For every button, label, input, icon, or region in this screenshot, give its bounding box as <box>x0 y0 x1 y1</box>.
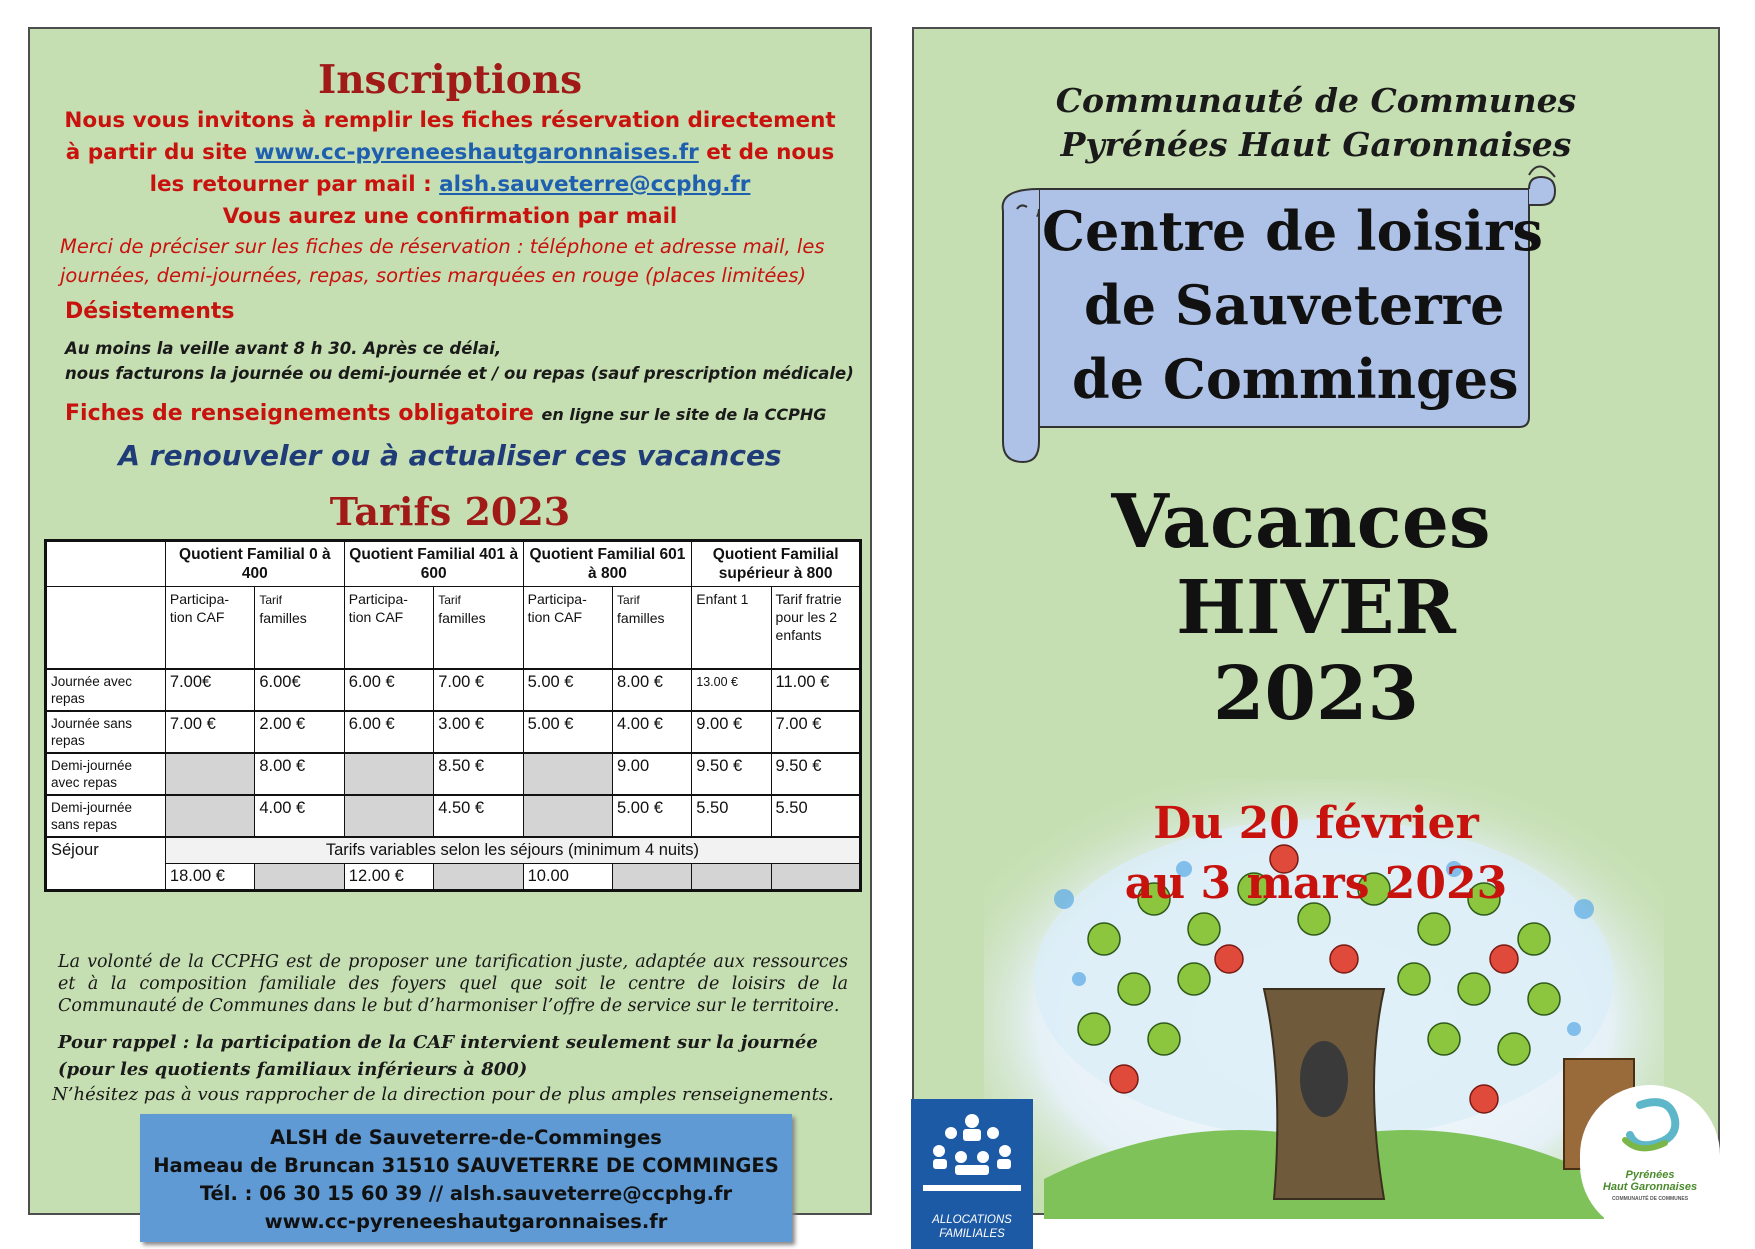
centre-line3: de Comminges <box>1072 347 1519 411</box>
sub-caf: Participa-tion CAF <box>165 587 254 669</box>
table-cell <box>523 753 612 795</box>
table-cell <box>344 753 433 795</box>
address-line2: Hameau de Bruncan 31510 SAUVETERRE DE COMMINGES <box>153 1154 779 1177</box>
sub-tarif-familles: Tarif familles <box>255 587 344 669</box>
table-cell: 9.00 € <box>692 711 771 753</box>
table-cell: 18.00 € <box>165 863 254 890</box>
table-subheader-row <box>46 587 861 669</box>
tarifs-table <box>44 539 862 892</box>
table-cell: 7.00 € <box>771 711 860 753</box>
sub-caf: Participa-tion CAF <box>344 587 433 669</box>
table-subheader-empty <box>46 587 166 669</box>
invite-text-after: et de nous les retourner par mail : <box>149 140 835 197</box>
table-cell: 6.00€ <box>255 669 344 711</box>
sejour-text: Tarifs variables selon les séjours (minimum 4 nuits) <box>165 837 860 864</box>
table-header-row <box>46 541 861 587</box>
row-label: Demi-journée sans repas <box>46 795 166 837</box>
table-cell: 2.00 € <box>255 711 344 753</box>
desistements-text <box>65 336 854 386</box>
table-cell: 4.50 € <box>434 795 523 837</box>
address-line4: www.cc-pyreneeshautgaronnaises.fr <box>264 1210 668 1233</box>
fiches-line <box>65 401 826 426</box>
qf-header-0: Quotient Familial 0 à 400 <box>165 541 344 587</box>
table-cell: 7.00 € <box>434 669 523 711</box>
table-cell: 5.00 € <box>523 711 612 753</box>
caf-label: ALLOCATIONS FAMILIALES <box>932 1214 1012 1240</box>
fiches-note: en ligne sur le site de la CCPHG <box>541 405 827 424</box>
qf-header-1: Quotient Familial 401 à 600 <box>344 541 523 587</box>
table-cell <box>165 753 254 795</box>
centre-line1: Centre de loisirs <box>1042 199 1543 263</box>
sejour-row <box>46 837 861 864</box>
inscription-paragraph <box>60 105 840 233</box>
year-word: 2023 <box>1213 651 1419 737</box>
table-cell <box>692 863 771 890</box>
table-cell <box>613 863 692 890</box>
table-corner-cell <box>46 541 166 587</box>
table-cell: 8.00 € <box>255 753 344 795</box>
sub-enfant: Enfant 1 <box>692 587 771 669</box>
address-box <box>140 1114 792 1242</box>
caf-people-icon <box>911 1099 1033 1209</box>
left-panel <box>28 27 872 1233</box>
desistements-line2: nous facturons la journée ou demi-journée et / ou repas (sauf prescription médicale) <box>65 364 854 383</box>
table-cell: 9.50 € <box>692 753 771 795</box>
right-panel <box>912 27 1720 1240</box>
mail-link[interactable]: alsh.sauveterre@ccphg.fr <box>439 172 751 197</box>
ccphg-logo <box>1580 1085 1720 1235</box>
table-cell: 4.00 € <box>613 711 692 753</box>
fiches-title: Fiches de renseignements obligatoire <box>65 401 534 426</box>
site-link[interactable]: www.cc-pyreneeshautgaronnaises.fr <box>254 140 699 165</box>
table-cell: 12.00 € <box>344 863 433 890</box>
dates-line1: Du 20 février <box>1153 798 1479 849</box>
dates-text <box>914 794 1718 914</box>
table-row <box>46 753 861 795</box>
table-cell: 13.00 € <box>692 669 771 711</box>
community-line1: Communauté de Communes <box>1055 81 1577 120</box>
dates-line2: au 3 mars 2023 <box>1124 858 1508 909</box>
row-label: Journée sans repas <box>46 711 166 753</box>
table-cell: 8.50 € <box>434 753 523 795</box>
table-cell <box>523 795 612 837</box>
table-cell: 7.00€ <box>165 669 254 711</box>
tarifs-title: Tarifs 2023 <box>329 489 571 534</box>
desistements-line1: Au moins la veille avant 8 h 30. Après ce délai, <box>65 339 502 358</box>
hiver-word: HIVER <box>1176 565 1456 651</box>
invite-text-before: Nous vous invitons à remplir les fiches réservation directement à partir du site <box>64 108 836 165</box>
table-cell: 3.00 € <box>434 711 523 753</box>
address-line3: Tél. : 06 30 15 60 39 // alsh.sauveterre@ccphg.fr <box>199 1182 733 1205</box>
table-row <box>46 711 861 753</box>
table-cell: 5.50 <box>771 795 860 837</box>
community-line2: Pyrénées Haut Garonnaises <box>1060 125 1572 164</box>
desistements-title: Désistements <box>65 299 235 324</box>
centre-line2: de Sauveterre <box>1084 273 1505 337</box>
table-cell: 5.00 € <box>613 795 692 837</box>
sub-tarif-familles: Tarif familles <box>613 587 692 669</box>
precision-text: Merci de préciser sur les fiches de réservation : téléphone et adresse mail, les journées, demi-journées, repas, sorties marquées en rouge (places limitées) <box>60 235 825 287</box>
table-cell <box>434 863 523 890</box>
renouveler-text: A renouveler ou à actualiser ces vacances <box>118 439 782 472</box>
table-cell: 4.00 € <box>255 795 344 837</box>
row-label: Demi-journée avec repas <box>46 753 166 795</box>
confirmation-text: Vous aurez une confirmation par mail <box>222 204 678 229</box>
volonte-text: La volonté de la CCPHG est de proposer une tarification juste, adaptée aux ressources et à la composition familiale des foyers quel que soit le centre de loisirs de la Communauté de Communes dans le but d’harmoniser l’offre de service sur le territoire. <box>58 952 848 1016</box>
table-cell <box>344 795 433 837</box>
ccphg-logo-text: Pyrénées Haut Garonnaises COMMUNAUTÉ DE COMMUNES <box>1602 1169 1698 1202</box>
table-row <box>46 669 861 711</box>
table-row <box>46 795 861 837</box>
qf-header-2: Quotient Familial 601 à 800 <box>523 541 692 587</box>
table-cell <box>255 863 344 890</box>
address-line1: ALSH de Sauveterre-de-Comminges <box>270 1126 662 1149</box>
centre-title <box>1042 194 1562 416</box>
table-cell <box>771 863 860 890</box>
table-cell: 10.00 <box>523 863 612 890</box>
table-cell: 7.00 € <box>165 711 254 753</box>
table-cell: 11.00 € <box>771 669 860 711</box>
sub-fratrie: Tarif fratrie pour les 2 enfants <box>771 587 860 669</box>
table-cell: 6.00 € <box>344 711 433 753</box>
table-cell: 9.50 € <box>771 753 860 795</box>
table-cell: 6.00 € <box>344 669 433 711</box>
caf-logo <box>911 1099 1033 1249</box>
table-cell: 8.00 € <box>613 669 692 711</box>
qf-header-3: Quotient Familial supérieur à 800 <box>692 541 861 587</box>
sub-caf: Participa-tion CAF <box>523 587 612 669</box>
sub-tarif-familles: Tarif familles <box>434 587 523 669</box>
ccphg-swirl-icon <box>1580 1085 1720 1165</box>
sejour-values-row <box>46 863 861 890</box>
table-cell <box>165 795 254 837</box>
vacances-title <box>914 479 1718 737</box>
vacances-word: Vacances <box>1111 479 1491 565</box>
table-cell: 9.00 <box>613 753 692 795</box>
table-cell: 5.50 <box>692 795 771 837</box>
hesitez-text: N’hésitez pas à vous rapprocher de la direction pour de plus amples renseignements. <box>52 1084 834 1105</box>
inscriptions-title: Inscriptions <box>317 57 583 103</box>
row-label: Journée avec repas <box>46 669 166 711</box>
sejour-label: Séjour <box>46 837 166 891</box>
rappel-text: Pour rappel : la participation de la CAF intervient seulement sur la journée (pour les quotients familiaux inférieurs à 800) <box>58 1032 818 1080</box>
table-cell: 5.00 € <box>523 669 612 711</box>
